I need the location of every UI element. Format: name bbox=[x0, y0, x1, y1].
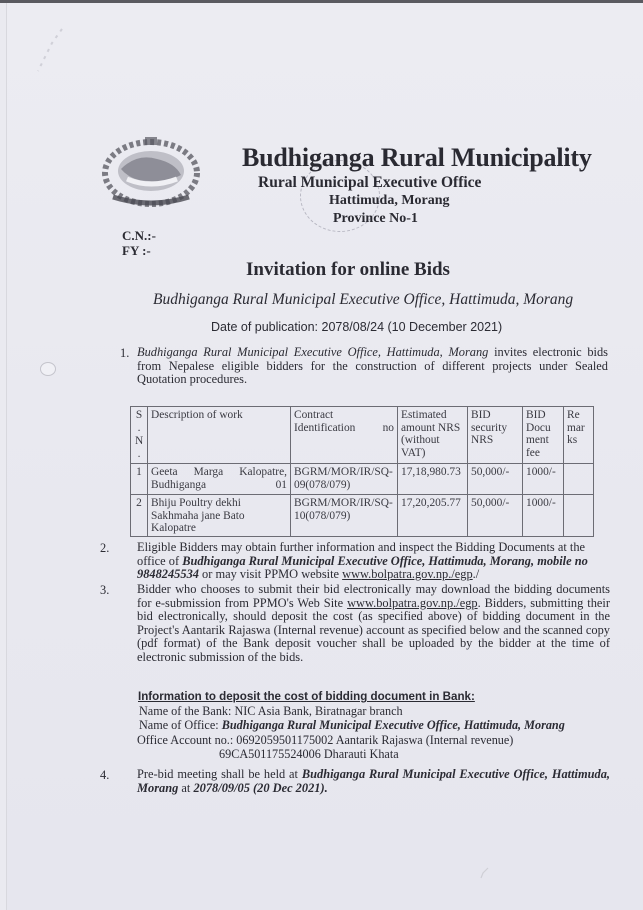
cell-estimated: 17,18,980.73 bbox=[398, 464, 468, 495]
pre-bid-date: 2078/09/05 (20 Dec 2021). bbox=[193, 780, 328, 795]
paragraph-1-text: invites electronic bids from Nepalese eligible bidders for the construction of different projects under Sealed Quotation procedures. bbox=[137, 345, 608, 387]
nepal-emblem-icon bbox=[97, 133, 205, 208]
province-label: Province No-1 bbox=[333, 211, 418, 226]
cell-remarks bbox=[564, 464, 594, 495]
paragraph-4 bbox=[137, 768, 610, 795]
municipality-title: Budhiganga Rural Municipality bbox=[242, 143, 592, 172]
paragraph-2 bbox=[137, 541, 610, 582]
bank-office-value: Budhiganga Rural Municipal Executive Office, Hattimuda, Morang bbox=[221, 718, 565, 732]
cell-description: Geeta Marga Kalopatre, Budhiganga 01 bbox=[148, 464, 291, 495]
account-number-dharauti: 69CA501175524006 Dharauti Khata bbox=[219, 747, 399, 761]
cn-label: C.N.:- bbox=[122, 228, 156, 243]
bids-table bbox=[130, 406, 594, 537]
account-number-revenue: Office Account no.: 0692059501175002 Aantarik Rajaswa (Internal revenue) bbox=[137, 733, 514, 747]
header-bid-security: BID security NRS bbox=[468, 407, 523, 464]
ppmo-website-link[interactable]: www.bolpatra.gov.np./egp bbox=[342, 567, 473, 582]
scan-smudge-mark bbox=[28, 25, 68, 80]
table-row bbox=[131, 495, 594, 537]
publication-date: Date of publication: 2078/08/24 (10 December 2021) bbox=[211, 320, 503, 334]
paragraph-3 bbox=[137, 583, 610, 665]
paragraph-1 bbox=[137, 346, 608, 387]
header-bid-doc-fee: BID Docu ment fee bbox=[523, 407, 564, 464]
cell-sn: 1 bbox=[131, 464, 148, 495]
bank-name: Name of the Bank: NIC Asia Bank, Biratnagar branch bbox=[139, 704, 403, 718]
cell-contract-id: BGRM/MOR/IR/SQ-09(078/079) bbox=[291, 464, 398, 495]
cell-bid-doc-fee: 1000/- bbox=[523, 464, 564, 495]
paragraph-2-text-a: Eligible Bidders may obtain further information and inspect the Bidding Documents at the office of bbox=[137, 540, 586, 568]
office-location: Hattimuda, Morang bbox=[329, 193, 450, 208]
cell-sn: 2 bbox=[131, 495, 148, 537]
fy-label: FY :- bbox=[122, 243, 151, 258]
punch-hole-mark bbox=[40, 362, 56, 376]
table-row bbox=[131, 464, 594, 495]
paragraph-2-text-b: or may visit PPMO website bbox=[198, 567, 343, 582]
paragraph-4-number: 4. bbox=[100, 768, 110, 782]
header-remarks: Re mar ks bbox=[564, 407, 594, 464]
cell-estimated: 17,20,205.77 bbox=[398, 495, 468, 537]
cell-bid-doc-fee: 1000/- bbox=[523, 495, 564, 537]
paragraph-2-text-c: ./ bbox=[472, 567, 480, 582]
paragraph-3-text-b: . Bidders, submitting their bid electronically, should deposit the cost (as specified above) of bidding document in the Project's Aantarik Rajaswa (Internal revenue) account as specified below and the scanned copy (pdf format) of the Bank deposit voucher shall be uploaded by the bidder at the time of electronic submission of the bids. bbox=[137, 595, 610, 664]
header-estimated: Estimated amount NRS (without VAT) bbox=[398, 407, 468, 464]
paragraph-3-text-a: Bidder who chooses to submit their bid electronically may download the bidding documents for e-submission from PPMO's Web Site bbox=[137, 582, 610, 610]
cell-remarks bbox=[564, 495, 594, 537]
ppmo-egp-link[interactable]: www.bolpatra.gov.np./egp bbox=[347, 595, 478, 610]
paragraph-4-text-b: at bbox=[178, 780, 194, 795]
document-title: Invitation for online Bids bbox=[246, 259, 450, 280]
bank-office bbox=[139, 718, 565, 733]
cell-bid-security: 50,000/- bbox=[468, 464, 523, 495]
cell-description: Bhiju Poultry dekhi Sakhmaha jane Bato Kalopatre bbox=[148, 495, 291, 537]
bank-office-label: Name of Office: bbox=[139, 718, 222, 732]
paragraph-2-office: Budhiganga Rural Municipal Executive Office, Hattimuda, Morang, mobile no 9848245534 bbox=[137, 553, 588, 582]
paragraph-3-number: 3. bbox=[100, 583, 110, 597]
cell-bid-security: 50,000/- bbox=[468, 495, 523, 537]
paragraph-4-text-a: Pre-bid meeting shall be held at bbox=[137, 767, 302, 781]
paragraph-2-number: 2. bbox=[100, 541, 110, 555]
table-header-row bbox=[131, 407, 594, 464]
office-line: Budhiganga Rural Municipal Executive Office, Hattimuda, Morang bbox=[153, 291, 574, 308]
scan-pen-mark bbox=[477, 866, 491, 880]
cell-contract-id: BGRM/MOR/IR/SQ-10(078/079) bbox=[291, 495, 398, 537]
paragraph-4-office: Budhiganga Rural Municipal Executive Office, Hattimuda, Morang bbox=[137, 767, 610, 795]
header-contract-id: Contract Identification no bbox=[291, 407, 398, 464]
office-subtitle: Rural Municipal Executive Office bbox=[258, 174, 482, 191]
header-sn: S . N . bbox=[131, 407, 148, 464]
bank-info-heading: Information to deposit the cost of bidding document in Bank: bbox=[138, 690, 475, 703]
header-description: Description of work bbox=[148, 407, 291, 464]
paragraph-1-office: Budhiganga Rural Municipal Executive Office, Hattimuda, Morang bbox=[137, 345, 489, 359]
paragraph-1-number: 1. bbox=[120, 346, 130, 360]
